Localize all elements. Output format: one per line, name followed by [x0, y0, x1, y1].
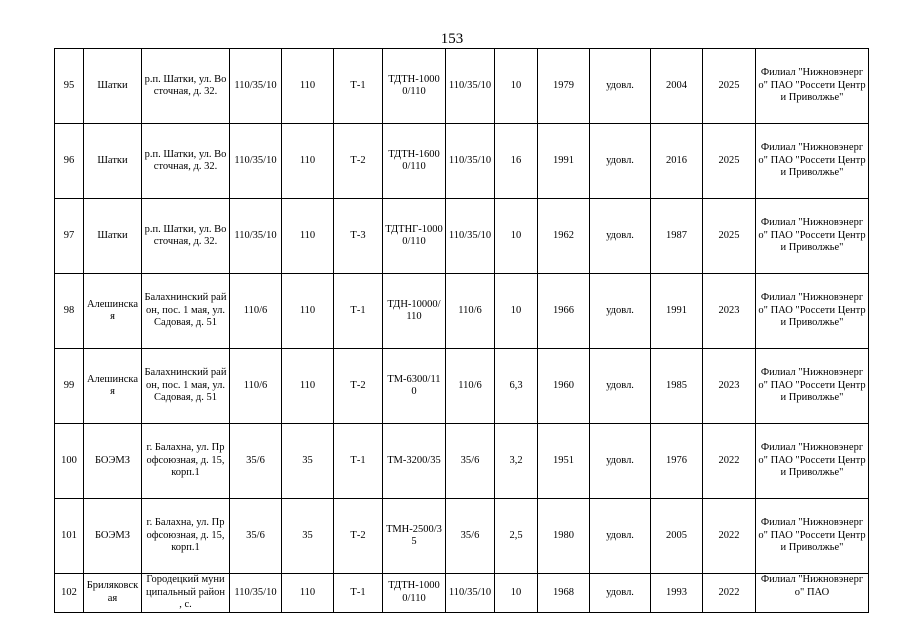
dispatch-name-cell: Т-1 [334, 274, 383, 349]
page-number: 153 [440, 31, 464, 47]
transformer-type-cell: ТДН-10000/110 [383, 274, 446, 349]
high-voltage-cell: 110 [282, 199, 334, 274]
substation-address-cell: Балахнинский район, пос. 1 мая, ул. Садовая, д. 51 [142, 274, 230, 349]
voltage-class-cell: 110/6 [230, 274, 282, 349]
year-next-service-cell: 2023 [703, 274, 756, 349]
dispatch-name-cell: Т-2 [334, 499, 383, 574]
dispatch-name-cell: Т-1 [334, 424, 383, 499]
voltage-class-cell: 110/6 [230, 349, 282, 424]
year-last-service-cell: 1987 [651, 199, 703, 274]
voltage-ratio-cell: 35/6 [446, 499, 495, 574]
owner-cell: Филиал "Нижновэнерго" ПАО "Россети Центр и Приволжье" [756, 274, 869, 349]
high-voltage-cell: 110 [282, 274, 334, 349]
row-number-cell: 100 [55, 424, 84, 499]
owner-cell: Филиал "Нижновэнерго" ПАО "Россети Центр и Приволжье" [756, 199, 869, 274]
voltage-ratio-cell: 110/6 [446, 349, 495, 424]
owner-cell: Филиал "Нижновэнерго" ПАО "Россети Центр и Приволжье" [756, 424, 869, 499]
owner-cell: Филиал "Нижновэнерго" ПАО [756, 574, 869, 613]
year-last-service-cell: 1993 [651, 574, 703, 613]
year-next-service-cell: 2023 [703, 349, 756, 424]
condition-cell: удовл. [590, 424, 651, 499]
table-body [55, 49, 869, 613]
table-row [55, 49, 869, 124]
year-last-service-cell: 1991 [651, 274, 703, 349]
substation-address-cell: Балахнинский район, пос. 1 мая, ул. Садовая, д. 51 [142, 349, 230, 424]
transformer-type-cell: ТМ-3200/35 [383, 424, 446, 499]
voltage-ratio-cell: 110/35/10 [446, 199, 495, 274]
voltage-ratio-cell: 110/35/10 [446, 574, 495, 613]
dispatch-name-cell: Т-2 [334, 124, 383, 199]
year-manufactured-cell: 1962 [538, 199, 590, 274]
substation-name-cell: Шатки [84, 199, 142, 274]
table-row [55, 349, 869, 424]
table-row [55, 199, 869, 274]
substation-address-cell: р.п. Шатки, ул. Восточная, д. 32. [142, 49, 230, 124]
substation-name-cell: Алешинская [84, 274, 142, 349]
substation-name-cell: БОЭМЗ [84, 424, 142, 499]
year-manufactured-cell: 1980 [538, 499, 590, 574]
year-last-service-cell: 2016 [651, 124, 703, 199]
condition-cell: удовл. [590, 574, 651, 613]
year-last-service-cell: 1985 [651, 349, 703, 424]
substation-address-cell: р.п. Шатки, ул. Восточная, д. 32. [142, 124, 230, 199]
year-manufactured-cell: 1951 [538, 424, 590, 499]
row-number-cell: 98 [55, 274, 84, 349]
voltage-class-cell: 110/35/10 [230, 199, 282, 274]
condition-cell: удовл. [590, 349, 651, 424]
row-number-cell: 99 [55, 349, 84, 424]
voltage-ratio-cell: 110/35/10 [446, 124, 495, 199]
substation-address-cell: г. Балахна, ул. Профсоюзная, д. 15, корп.1 [142, 499, 230, 574]
rated-power-cell: 10 [495, 49, 538, 124]
high-voltage-cell: 110 [282, 349, 334, 424]
rated-power-cell: 16 [495, 124, 538, 199]
rated-power-cell: 10 [495, 274, 538, 349]
rated-power-cell: 3,2 [495, 424, 538, 499]
condition-cell: удовл. [590, 49, 651, 124]
substation-name-cell: Шатки [84, 124, 142, 199]
high-voltage-cell: 110 [282, 574, 334, 613]
rated-power-cell: 10 [495, 574, 538, 613]
row-number-cell: 95 [55, 49, 84, 124]
voltage-class-cell: 35/6 [230, 424, 282, 499]
condition-cell: удовл. [590, 199, 651, 274]
transformer-type-cell: ТДТНГ-10000/110 [383, 199, 446, 274]
year-next-service-cell: 2022 [703, 424, 756, 499]
transformer-type-cell: ТДТН-10000/110 [383, 574, 446, 613]
table-row [55, 424, 869, 499]
voltage-class-cell: 35/6 [230, 499, 282, 574]
table-row [55, 124, 869, 199]
substation-address-cell: г. Балахна, ул. Профсоюзная, д. 15, корп.1 [142, 424, 230, 499]
rated-power-cell: 10 [495, 199, 538, 274]
table-row [55, 574, 869, 613]
dispatch-name-cell: Т-1 [334, 574, 383, 613]
row-number-cell: 97 [55, 199, 84, 274]
owner-cell: Филиал "Нижновэнерго" ПАО "Россети Центр и Приволжье" [756, 499, 869, 574]
voltage-ratio-cell: 110/6 [446, 274, 495, 349]
transformer-table [54, 48, 869, 613]
table-row [55, 274, 869, 349]
owner-cell: Филиал "Нижновэнерго" ПАО "Россети Центр и Приволжье" [756, 124, 869, 199]
owner-cell: Филиал "Нижновэнерго" ПАО "Россети Центр и Приволжье" [756, 49, 869, 124]
rated-power-cell: 2,5 [495, 499, 538, 574]
year-next-service-cell: 2022 [703, 574, 756, 613]
dispatch-name-cell: Т-1 [334, 49, 383, 124]
row-number-cell: 96 [55, 124, 84, 199]
transformer-type-cell: ТДТН-10000/110 [383, 49, 446, 124]
substation-name-cell: Шатки [84, 49, 142, 124]
condition-cell: удовл. [590, 499, 651, 574]
row-number-cell: 101 [55, 499, 84, 574]
year-manufactured-cell: 1979 [538, 49, 590, 124]
year-last-service-cell: 2004 [651, 49, 703, 124]
row-number-cell: 102 [55, 574, 84, 613]
transformer-type-cell: ТМН-2500/35 [383, 499, 446, 574]
substation-name-cell: Алешинская [84, 349, 142, 424]
year-manufactured-cell: 1991 [538, 124, 590, 199]
substation-name-cell: Бриляковская [84, 574, 142, 613]
year-next-service-cell: 2025 [703, 124, 756, 199]
high-voltage-cell: 35 [282, 499, 334, 574]
year-next-service-cell: 2025 [703, 199, 756, 274]
substation-address-cell: р.п. Шатки, ул. Восточная, д. 32. [142, 199, 230, 274]
year-last-service-cell: 1976 [651, 424, 703, 499]
voltage-ratio-cell: 110/35/10 [446, 49, 495, 124]
voltage-class-cell: 110/35/10 [230, 574, 282, 613]
dispatch-name-cell: Т-2 [334, 349, 383, 424]
high-voltage-cell: 110 [282, 124, 334, 199]
substation-name-cell: БОЭМЗ [84, 499, 142, 574]
condition-cell: удовл. [590, 274, 651, 349]
transformer-type-cell: ТДТН-16000/110 [383, 124, 446, 199]
year-last-service-cell: 2005 [651, 499, 703, 574]
owner-cell: Филиал "Нижновэнерго" ПАО "Россети Центр и Приволжье" [756, 349, 869, 424]
high-voltage-cell: 110 [282, 49, 334, 124]
substation-address-cell: Городецкий муниципальный район , с. [142, 574, 230, 613]
voltage-ratio-cell: 35/6 [446, 424, 495, 499]
year-manufactured-cell: 1960 [538, 349, 590, 424]
table-row [55, 499, 869, 574]
year-manufactured-cell: 1968 [538, 574, 590, 613]
year-manufactured-cell: 1966 [538, 274, 590, 349]
dispatch-name-cell: Т-3 [334, 199, 383, 274]
rated-power-cell: 6,3 [495, 349, 538, 424]
voltage-class-cell: 110/35/10 [230, 49, 282, 124]
high-voltage-cell: 35 [282, 424, 334, 499]
transformer-type-cell: ТМ-6300/110 [383, 349, 446, 424]
voltage-class-cell: 110/35/10 [230, 124, 282, 199]
year-next-service-cell: 2022 [703, 499, 756, 574]
condition-cell: удовл. [590, 124, 651, 199]
year-next-service-cell: 2025 [703, 49, 756, 124]
